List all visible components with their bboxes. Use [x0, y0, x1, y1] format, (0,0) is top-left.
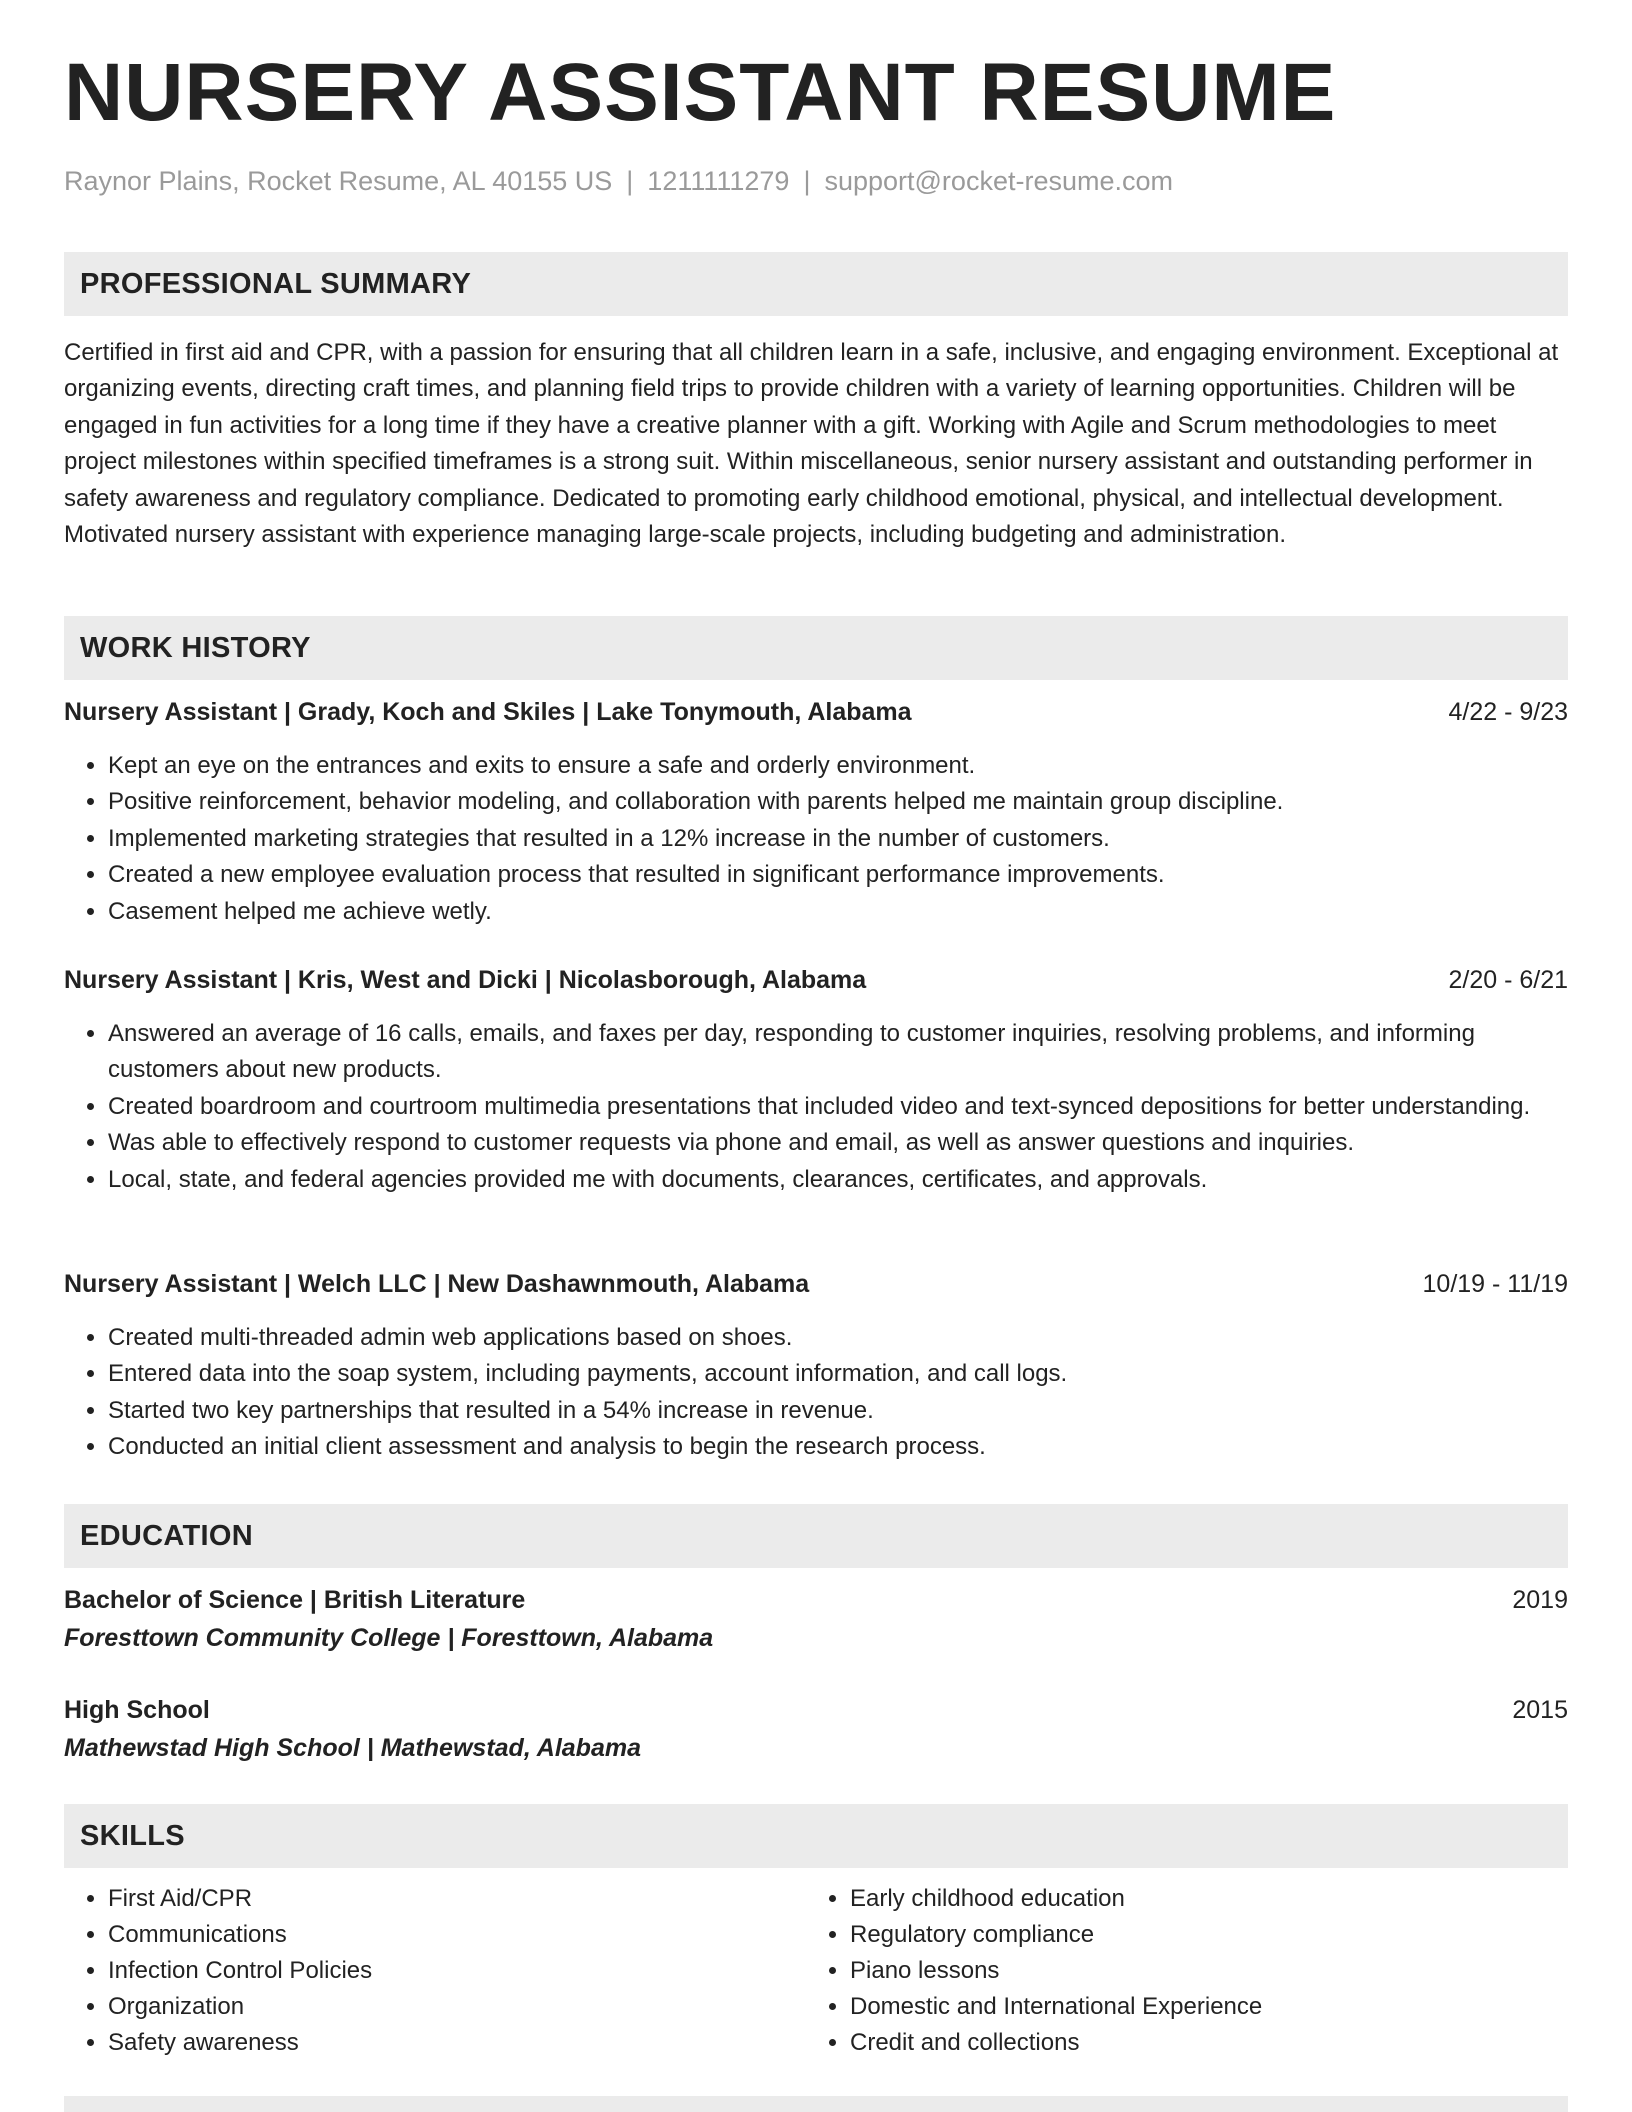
summary-paragraph: Certified in first aid and CPR, with a passion for ensuring that all children learn in a safe, inclusive, and engaging environment. Exceptional at organizing events, directing craft times, and planning field trips to provide children with a variety of learning opportunities. Children will be engaged in fun activities for a long time if they have a creative planner with a gift. Working with Agile and Scrum methodologies to meet project milestones within specified timeframes is a strong suit. Within miscellaneous, senior nursery assistant and outstanding performer in safety awareness and regulatory compliance. Dedicated to promoting early childhood emotional, physical, and intellectual development. Motivated nursery assistant with experience managing large-scale projects, including budgeting and administration.: [64, 339, 1559, 549]
job-bullet: • Entered data into the soap system, including payments, account information, and call logs.: [108, 1356, 1568, 1392]
job-title: Nursery Assistant | Kris, West and Dicki | Nicolasborough, Alabama: [64, 966, 867, 994]
job-bullet: • Created a new employee evaluation process that resulted in significant performance improvements.: [108, 857, 1568, 893]
degree-title: High School: [64, 1696, 210, 1724]
resume-title: NURSERY ASSISTANT RESUME: [64, 47, 1337, 138]
section-heading: WORK HISTORY: [80, 631, 311, 664]
job-dates: 2/20 - 6/21: [1448, 966, 1568, 994]
job-bullet: • Local, state, and federal agencies provided me with documents, clearances, certificates, and approvals.: [108, 1162, 1568, 1198]
job-bullet: • Started two key partnerships that resulted in a 54% increase in revenue.: [108, 1393, 1568, 1429]
skill-item: • Communications: [108, 1917, 806, 1953]
skills-list-left: [64, 1881, 806, 2061]
skills-list-right: [806, 1881, 1548, 2061]
education-header: [64, 1696, 1568, 1732]
job-bullet: • Was able to effectively respond to customer requests via phone and email, as well as answer questions and inquiries.: [108, 1125, 1568, 1161]
job-bullet: • Positive reinforcement, behavior modeling, and collaboration with parents helped me maintain group discipline.: [108, 784, 1568, 820]
email-link[interactable]: support@rocket-resume.com: [824, 166, 1173, 196]
section-header-summary: [64, 252, 1568, 316]
job-bullet: • Answered an average of 16 calls, emails, and faxes per day, responding to customer inquiries, resolving problems, and informing customers about new products.: [108, 1016, 1568, 1089]
skill-item: • Regulatory compliance: [850, 1917, 1548, 1953]
phone-text: 1211111279: [647, 166, 790, 196]
education-entry: [64, 1586, 1568, 1653]
job-bullet-list: [64, 1320, 1568, 1466]
skill-item: • First Aid/CPR: [108, 1881, 806, 1917]
graduation-year: 2015: [1512, 1696, 1568, 1724]
job-bullet-list: [64, 748, 1568, 930]
skill-item: • Early childhood education: [850, 1881, 1548, 1917]
contact-separator: |: [626, 166, 634, 196]
school-name: Foresttown Community College | Foresttown, Alabama: [64, 1624, 714, 1652]
contact-line: [64, 166, 1173, 197]
job-header: [64, 698, 1568, 734]
skill-item: • Safety awareness: [108, 2025, 806, 2061]
job-title: Nursery Assistant | Welch LLC | New Dashawnmouth, Alabama: [64, 1270, 810, 1298]
job-dates: 4/22 - 9/23: [1448, 698, 1568, 726]
skill-item: • Domestic and International Experience: [850, 1989, 1548, 2025]
job-entry: [64, 966, 1568, 1198]
job-bullet: • Casement helped me achieve wetly.: [108, 894, 1568, 930]
address-text: Raynor Plains, Rocket Resume, AL 40155 US: [64, 166, 613, 196]
graduation-year: 2019: [1512, 1586, 1568, 1614]
skill-item: • Piano lessons: [850, 1953, 1548, 1989]
section-heading: EDUCATION: [80, 1519, 253, 1552]
job-bullet: • Implemented marketing strategies that resulted in a 12% increase in the number of customers.: [108, 821, 1568, 857]
skills-columns: [64, 1881, 1568, 2061]
education-entry: [64, 1696, 1568, 1763]
job-header: [64, 966, 1568, 1002]
section-heading: PROFESSIONAL SUMMARY: [80, 267, 472, 300]
job-entry: [64, 698, 1568, 930]
degree-title: Bachelor of Science | British Literature: [64, 1586, 526, 1614]
skill-item: • Infection Control Policies: [108, 1953, 806, 1989]
job-bullet: • Kept an eye on the entrances and exits to ensure a safe and orderly environment.: [108, 748, 1568, 784]
job-entry: [64, 1270, 1568, 1466]
section-header-skills: [64, 1804, 1568, 1868]
job-dates: 10/19 - 11/19: [1422, 1270, 1568, 1298]
job-title: Nursery Assistant | Grady, Koch and Skiles | Lake Tonymouth, Alabama: [64, 698, 912, 726]
section-heading: SKILLS: [80, 1819, 185, 1852]
skill-item: • Organization: [108, 1989, 806, 2025]
school-name: Mathewstad High School | Mathewstad, Alabama: [64, 1734, 641, 1762]
section-header-education: [64, 1504, 1568, 1568]
job-bullet: • Conducted an initial client assessment and analysis to begin the research process.: [108, 1429, 1568, 1465]
education-header: [64, 1586, 1568, 1622]
skill-item: • Credit and collections: [850, 2025, 1548, 2061]
job-bullet-list: [64, 1016, 1568, 1198]
section-header-work-history: [64, 616, 1568, 680]
job-bullet: • Created boardroom and courtroom multimedia presentations that included video and text-synced depositions for better understanding.: [108, 1089, 1568, 1125]
next-section-bar: [64, 2096, 1568, 2112]
contact-separator: |: [803, 166, 811, 196]
job-header: [64, 1270, 1568, 1306]
job-bullet: • Created multi-threaded admin web applications based on shoes.: [108, 1320, 1568, 1356]
